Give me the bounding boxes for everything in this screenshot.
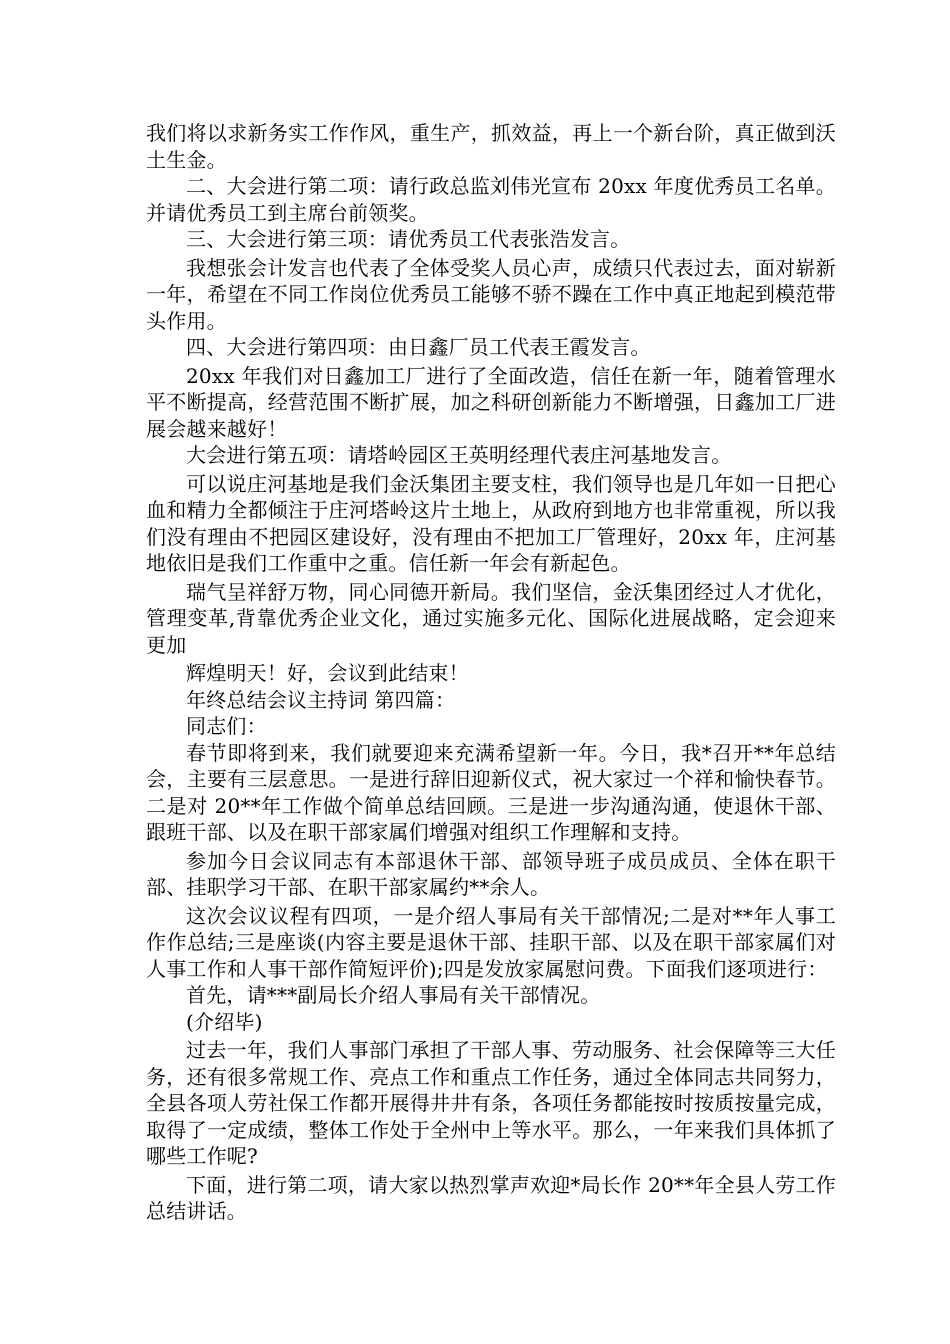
paragraph-16: 首先，请***副局长介绍人事局有关干部情况。 (186, 983, 601, 1007)
paragraph-5: 四、大会进行第四项：由日鑫厂员工代表王霞发言。 (186, 335, 651, 359)
paragraph-7: 大会进行第五项：请塔岭园区王英明经理代表庄河基地发言。 (186, 443, 732, 467)
section-heading: 年终总结会议主持词 第四篇： (186, 687, 456, 712)
paragraph-3: 三、大会进行第三项：请优秀员工代表张浩发言。 (186, 227, 631, 251)
paragraph-1: 我们将以求新务实工作作风，重生产，抓效益，再上一个新台阶，真正做到沃土生金。 (146, 121, 836, 172)
paragraph-18: 过去一年，我们人事部门承担了干部人事、劳动服务、社会保障等三大任务，还有很多常规工作、亮点工作和重点工作任务，通过全体同志共同努力，全县各项人劳社保工作都开展得井井有条，各项任务都能按时按质按量完成，取得了一定成绩，整体工作处于全州中上等水平。那么，一年来我们具体抓了哪些工作呢? (146, 1038, 836, 1168)
paragraph-9: 瑞气呈祥舒万物，同心同德开新局。我们坚信，金沃集团经过人才优化，管理变革,背靠优秀企业文化，通过实施多元化、国际化进展战略，定会迎来更加 (146, 579, 836, 657)
paragraph-4: 我想张会计发言也代表了全体受奖人员心声，成绩只代表过去，面对崭新一年，希望在不同工作岗位优秀员工能够不骄不躁在工作中真正地起到模范带头作用。 (146, 255, 836, 333)
paragraph-6: 20xx 年我们对日鑫加工厂进行了全面改造，信任在新一年，随着管理水平不断提高，经营范围不断扩展，加之科研创新能力不断增强，日鑫加工厂进展会越来越好！ (146, 363, 836, 441)
paragraph-8: 可以说庄河基地是我们金沃集团主要支柱，我们领导也是几年如一日把心血和精力全都倾注于庄河塔岭这片土地上，从政府到地方也非常重视，所以我们没有理由不把园区建设好，没有理由不把加工厂管理好，20xx 年，庄河基地依旧是我们工作重中之重。信任新一年会有新起色。 (146, 471, 836, 575)
document-page (146, 120, 836, 1225)
paragraph-13: 春节即将到来，我们就要迎来充满希望新一年。今日，我*召开**年总结会，主要有三层意思。一是进行辞旧迎新仪式，祝大家过一个祥和愉快春节。二是对 20**年工作做个简单总结回顾。三是进一步沟通沟通，使退休干部、跟班干部、以及在职干部家属们增强对组织工作理解和支持。 (146, 740, 836, 844)
paragraph-10: 辉煌明天！好，会议到此结束！ (186, 661, 469, 685)
paragraph-15: 这次会议议程有四项，一是介绍人事局有关干部情况;二是对**年人事工作作总结;三是座谈(内容主要是退休干部、挂职干部、以及在职干部家属们对人事工作和人事干部作简短评价);四是发放家属慰问费。下面我们逐项进行： (146, 903, 836, 981)
paragraph-19: 下面，进行第二项，请大家以热烈掌声欢迎*局长作 20**年全县人劳工作总结讲话。 (146, 1172, 836, 1223)
paragraph-14: 参加今日会议同志有本部退休干部、部领导班子成员成员、全体在职干部、挂职学习干部、在职干部家属约**余人。 (146, 848, 836, 899)
paragraph-17: (介绍毕) (186, 1009, 263, 1034)
paragraph-2: 二、大会进行第二项：请行政总监刘伟光宣布 20xx 年度优秀员工名单。并请优秀员工到主席台前领奖。 (146, 174, 836, 225)
salutation: 同志们： (186, 714, 267, 738)
